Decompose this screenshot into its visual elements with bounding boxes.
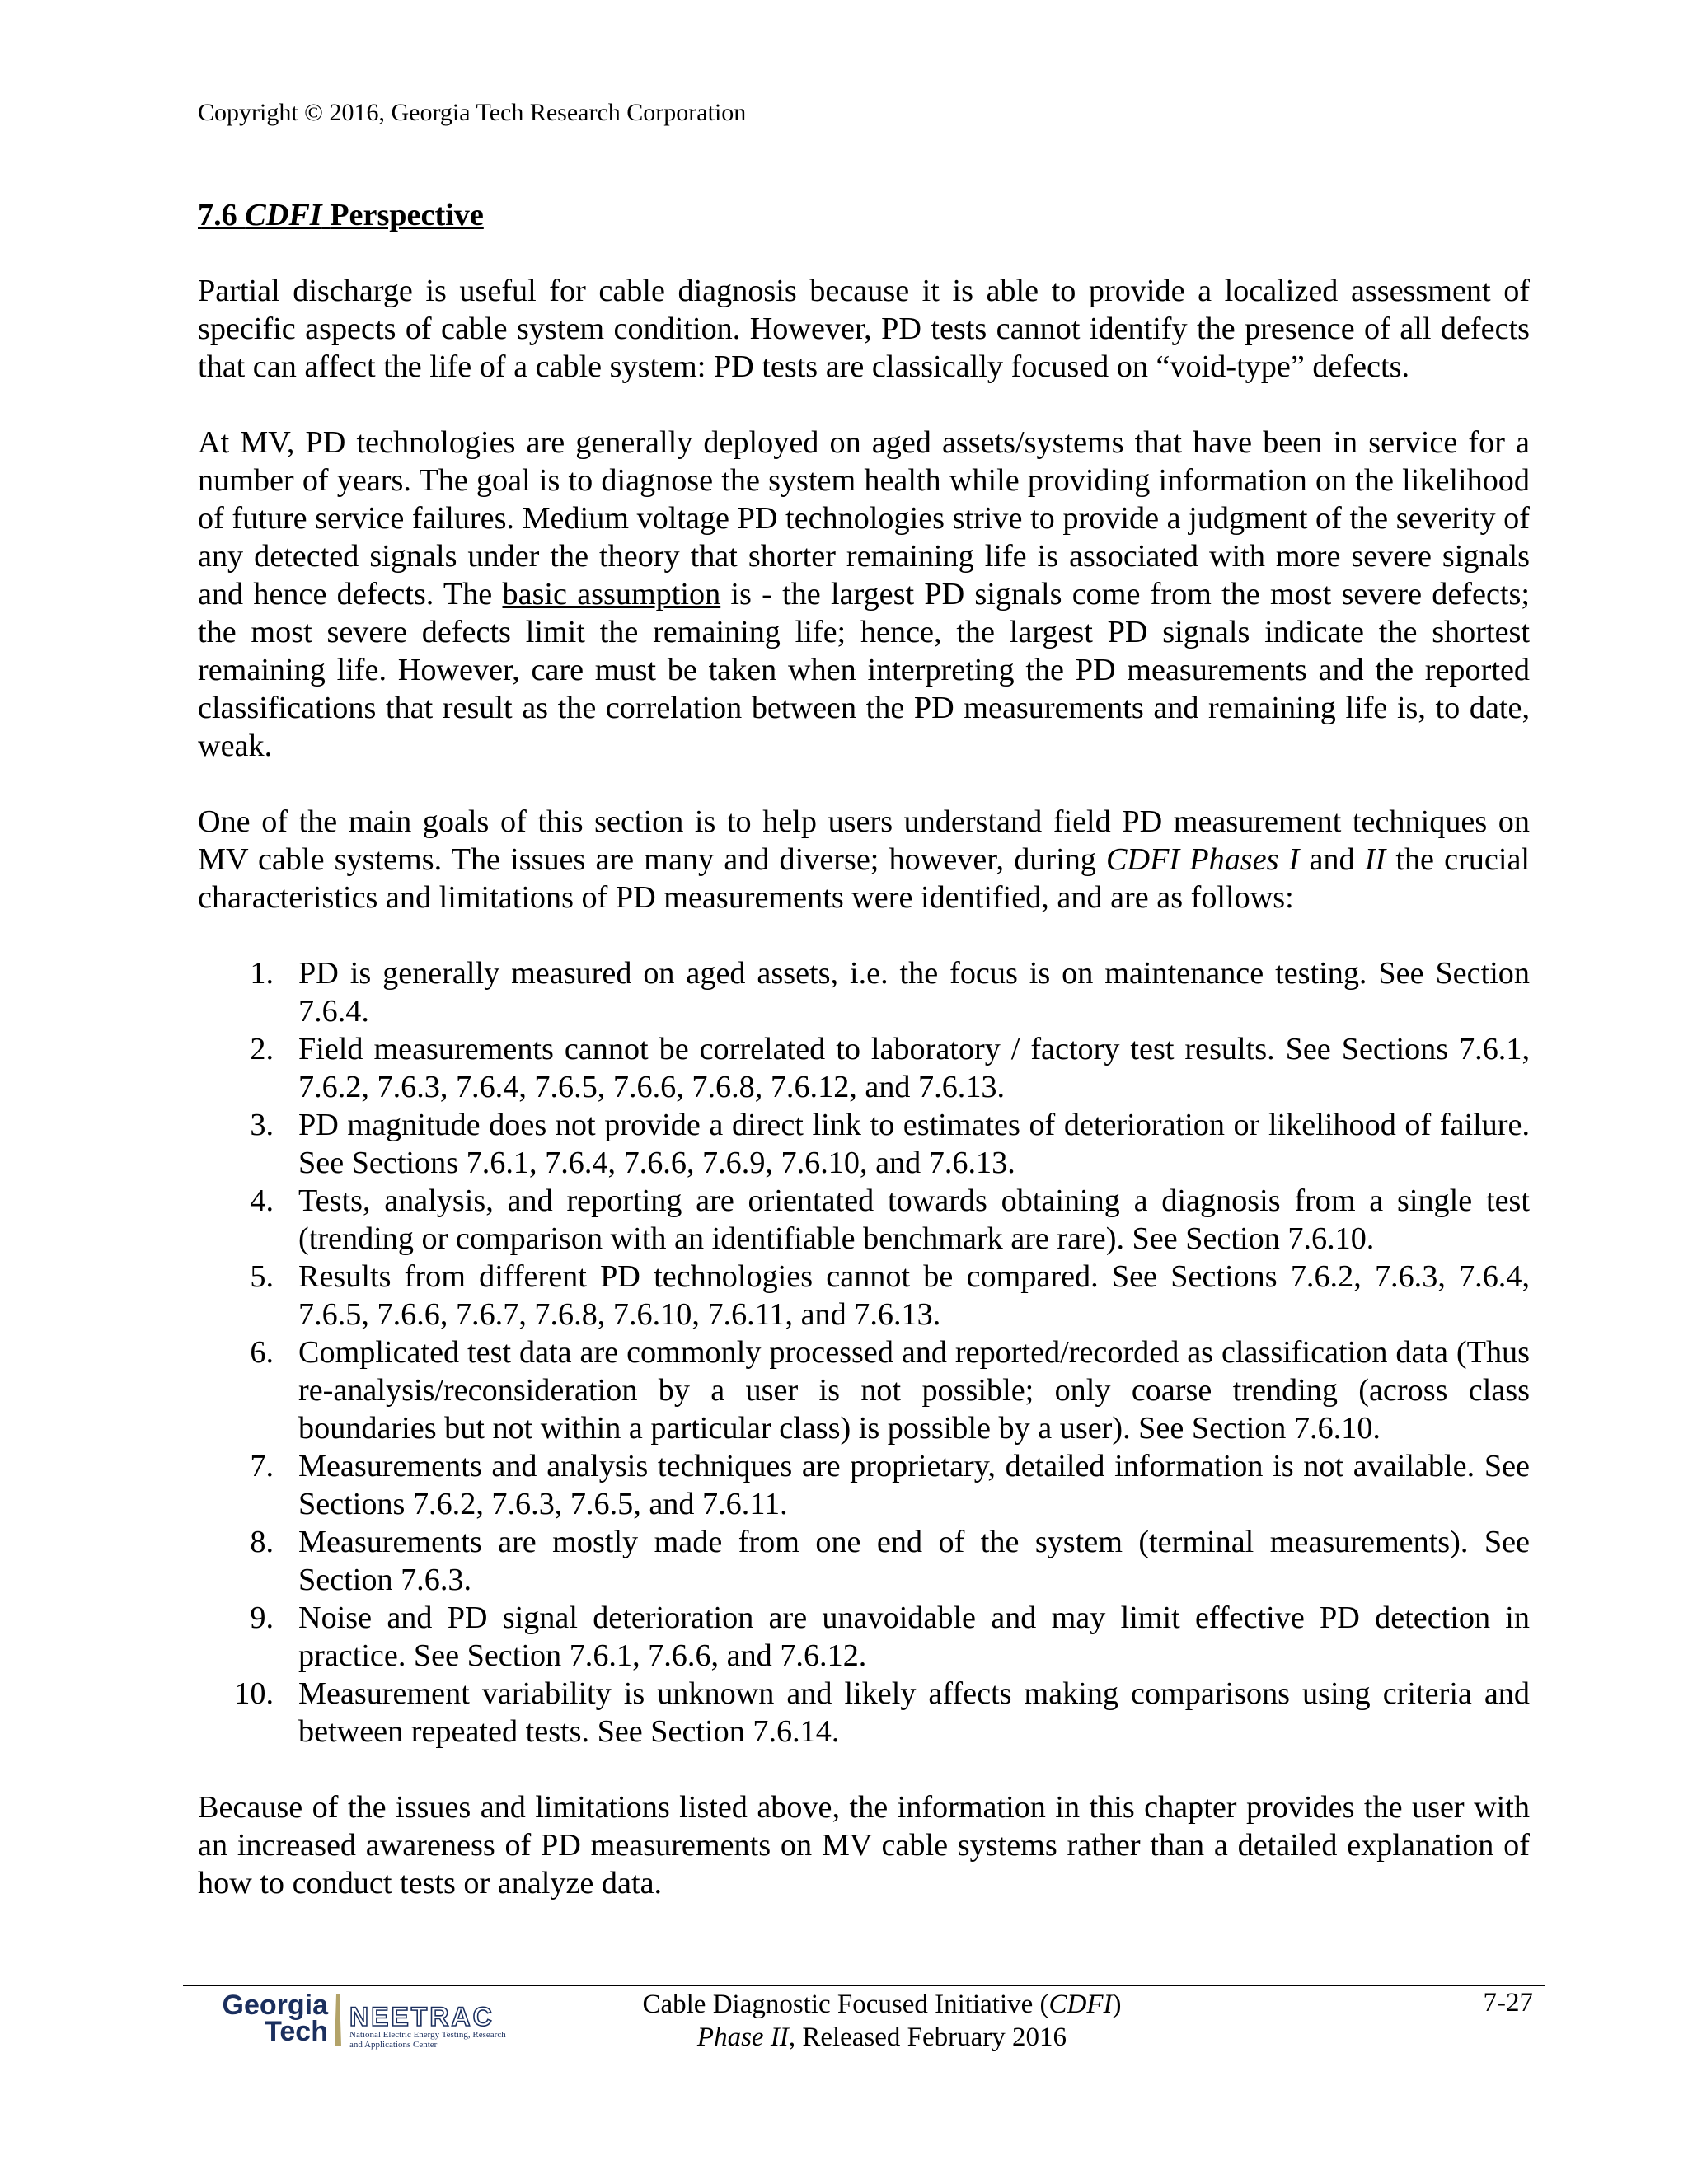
logo-tagline-1: National Electric Energy Testing, Research <box>349 2030 506 2040</box>
paragraph-3 <box>198 803 1530 916</box>
list-item-text: Complicated test data are commonly processed and reported/recorded as classification data (Thus re-analysis/reconsideration by a user is not possible; only coarse trending (across class boundaries but not within a particular class) is possible by a user). See Section 7.6.10. <box>298 1335 1530 1446</box>
paragraph-3-part-a: One of the main goals of this section is to help users understand field PD measurement techniques on MV cable systems. The issues are many and diverse; however, during <box>198 804 1530 877</box>
logo-tech-text: Tech <box>265 2016 328 2047</box>
list-item <box>198 954 1530 1030</box>
list-item-text: Measurement variability is unknown and likely affects making comparisons using criteria and between repeated tests. See Section 7.6.14. <box>298 1676 1530 1749</box>
footer-cdfi-italic: CDFI <box>1048 1990 1113 2019</box>
list-item <box>198 1106 1530 1182</box>
list-item-text: Measurements and analysis techniques are proprietary, detailed information is not available. See Sections 7.6.2, 7.6.3, 7.6.5, and 7.6.11. <box>298 1449 1530 1521</box>
list-item <box>198 1675 1530 1750</box>
list-item-text: Results from different PD technologies cannot be compared. See Sections 7.6.2, 7.6.3, 7.6.4, 7.6.5, 7.6.6, 7.6.7, 7.6.8, 7.6.10, 7.6.11, and 7.6.13. <box>298 1259 1530 1332</box>
copyright-header: Copyright © 2016, Georgia Tech Research Corporation <box>198 99 747 126</box>
paragraph-3-italic-1: CDFI Phases I <box>1106 842 1300 877</box>
page-content <box>198 196 1530 1940</box>
list-item-number: 4. <box>250 1183 274 1218</box>
footer-line-1: Cable Diagnostic Focused Initiative (CDFI) <box>642 1990 1122 2019</box>
list-item <box>198 1030 1530 1106</box>
limitations-list <box>198 954 1530 1750</box>
list-item <box>198 1447 1530 1523</box>
list-item-text: PD is generally measured on aged assets, i.e. the focus is on maintenance testing. See Section 7.6.4. <box>298 956 1530 1029</box>
paragraph-2-part-b: is - the largest PD signals come from the most severe defects; the most severe defects limit the remaining life; hence, the largest PD signals indicate the shortest remaining life. However, care must be taken when interpreting the PD measurements and the reported classifications that result as the correlation between the PD measurements and remaining life is, to date, weak. <box>198 577 1531 763</box>
list-item-number: 1. <box>250 956 274 991</box>
list-item-number: 3. <box>250 1108 274 1142</box>
list-item-number: 5. <box>250 1259 274 1294</box>
list-item-number: 6. <box>250 1335 274 1370</box>
list-item-number: 10. <box>234 1676 274 1711</box>
list-item <box>198 1182 1530 1258</box>
list-item-number: 8. <box>250 1525 274 1559</box>
paragraph-3-part-c: the crucial characteristics and limitations of PD measurements were identified, and are as follows: <box>198 842 1531 915</box>
paragraph-1: Partial discharge is useful for cable diagnosis because it is able to provide a localized assessment of specific aspects of cable system condition. However, PD tests cannot identify the presence of all defects that can affect the life of a cable system: PD tests are classically focused on “void-type” defects. <box>198 274 1530 384</box>
paragraph-3-italic-2: II <box>1364 842 1386 877</box>
footer-phase-italic: Phase II <box>696 2022 789 2052</box>
logo-neetrac-text: NEETRAC <box>349 2002 495 2032</box>
footer-line-2: Phase II, Released February 2016 <box>696 2022 1067 2052</box>
section-heading <box>198 196 1530 234</box>
page-number: 7-27 <box>1483 1988 1533 2018</box>
list-item <box>198 1333 1530 1447</box>
section-number: 7.6 <box>198 198 237 232</box>
logo-georgia-text: Georgia <box>222 1990 328 2021</box>
list-item-text: PD magnitude does not provide a direct link to estimates of deterioration or likelihood of failure. See Sections 7.6.1, 7.6.4, 7.6.6, 7.6.9, 7.6.10, and 7.6.13. <box>298 1108 1530 1180</box>
list-item <box>198 1258 1530 1333</box>
paragraph-2-part-a: At MV, PD technologies are generally deployed on aged assets/systems that have been in service for a number of years. The goal is to diagnose the system health while providing information on the likelihood of future service failures. Medium voltage PD technologies strive to provide a judgment of the severity of any detected signals under the theory that shorter remaining life is associated with more severe signals and hence defects. The <box>198 425 1530 612</box>
list-item <box>198 1599 1530 1675</box>
section-title: Perspective <box>330 198 484 232</box>
list-item-text: Tests, analysis, and reporting are orientated towards obtaining a diagnosis from a single test (trending or comparison with an identifiable benchmark are rare). See Section 7.6.10. <box>298 1183 1530 1256</box>
campanile-icon <box>335 1994 341 2046</box>
list-item-number: 9. <box>250 1601 274 1635</box>
paragraph-2 <box>198 424 1530 765</box>
list-item-text: Noise and PD signal deterioration are unavoidable and may limit effective PD detection in practice. See Section 7.6.1, 7.6.6, and 7.6.12. <box>298 1601 1530 1673</box>
section-title-italic: CDFI <box>245 198 322 232</box>
footer-citation <box>577 1988 1187 2054</box>
list-item <box>198 1523 1530 1599</box>
paragraph-3-part-b: and <box>1299 842 1365 877</box>
logo-tagline-2: and Applications Center <box>349 2040 438 2050</box>
list-item-text: Field measurements cannot be correlated to laboratory / factory test results. See Sections 7.6.1, 7.6.2, 7.6.3, 7.6.4, 7.6.5, 7.6.6, 7.6.8, 7.6.12, and 7.6.13. <box>298 1032 1530 1104</box>
list-item-number: 2. <box>250 1032 274 1066</box>
georgia-tech-neetrac-logo <box>196 1989 551 2050</box>
footer-divider <box>183 1985 1545 1986</box>
list-item-number: 7. <box>250 1449 274 1483</box>
basic-assumption-underline: basic assumption <box>502 577 721 612</box>
list-item-text: Measurements are mostly made from one end of the system (terminal measurements). See Section 7.6.3. <box>298 1525 1530 1597</box>
paragraph-4: Because of the issues and limitations listed above, the information in this chapter provides the user with an increased awareness of PD measurements on MV cable systems rather than a detailed explanation of how to conduct tests or analyze data. <box>198 1790 1530 1900</box>
